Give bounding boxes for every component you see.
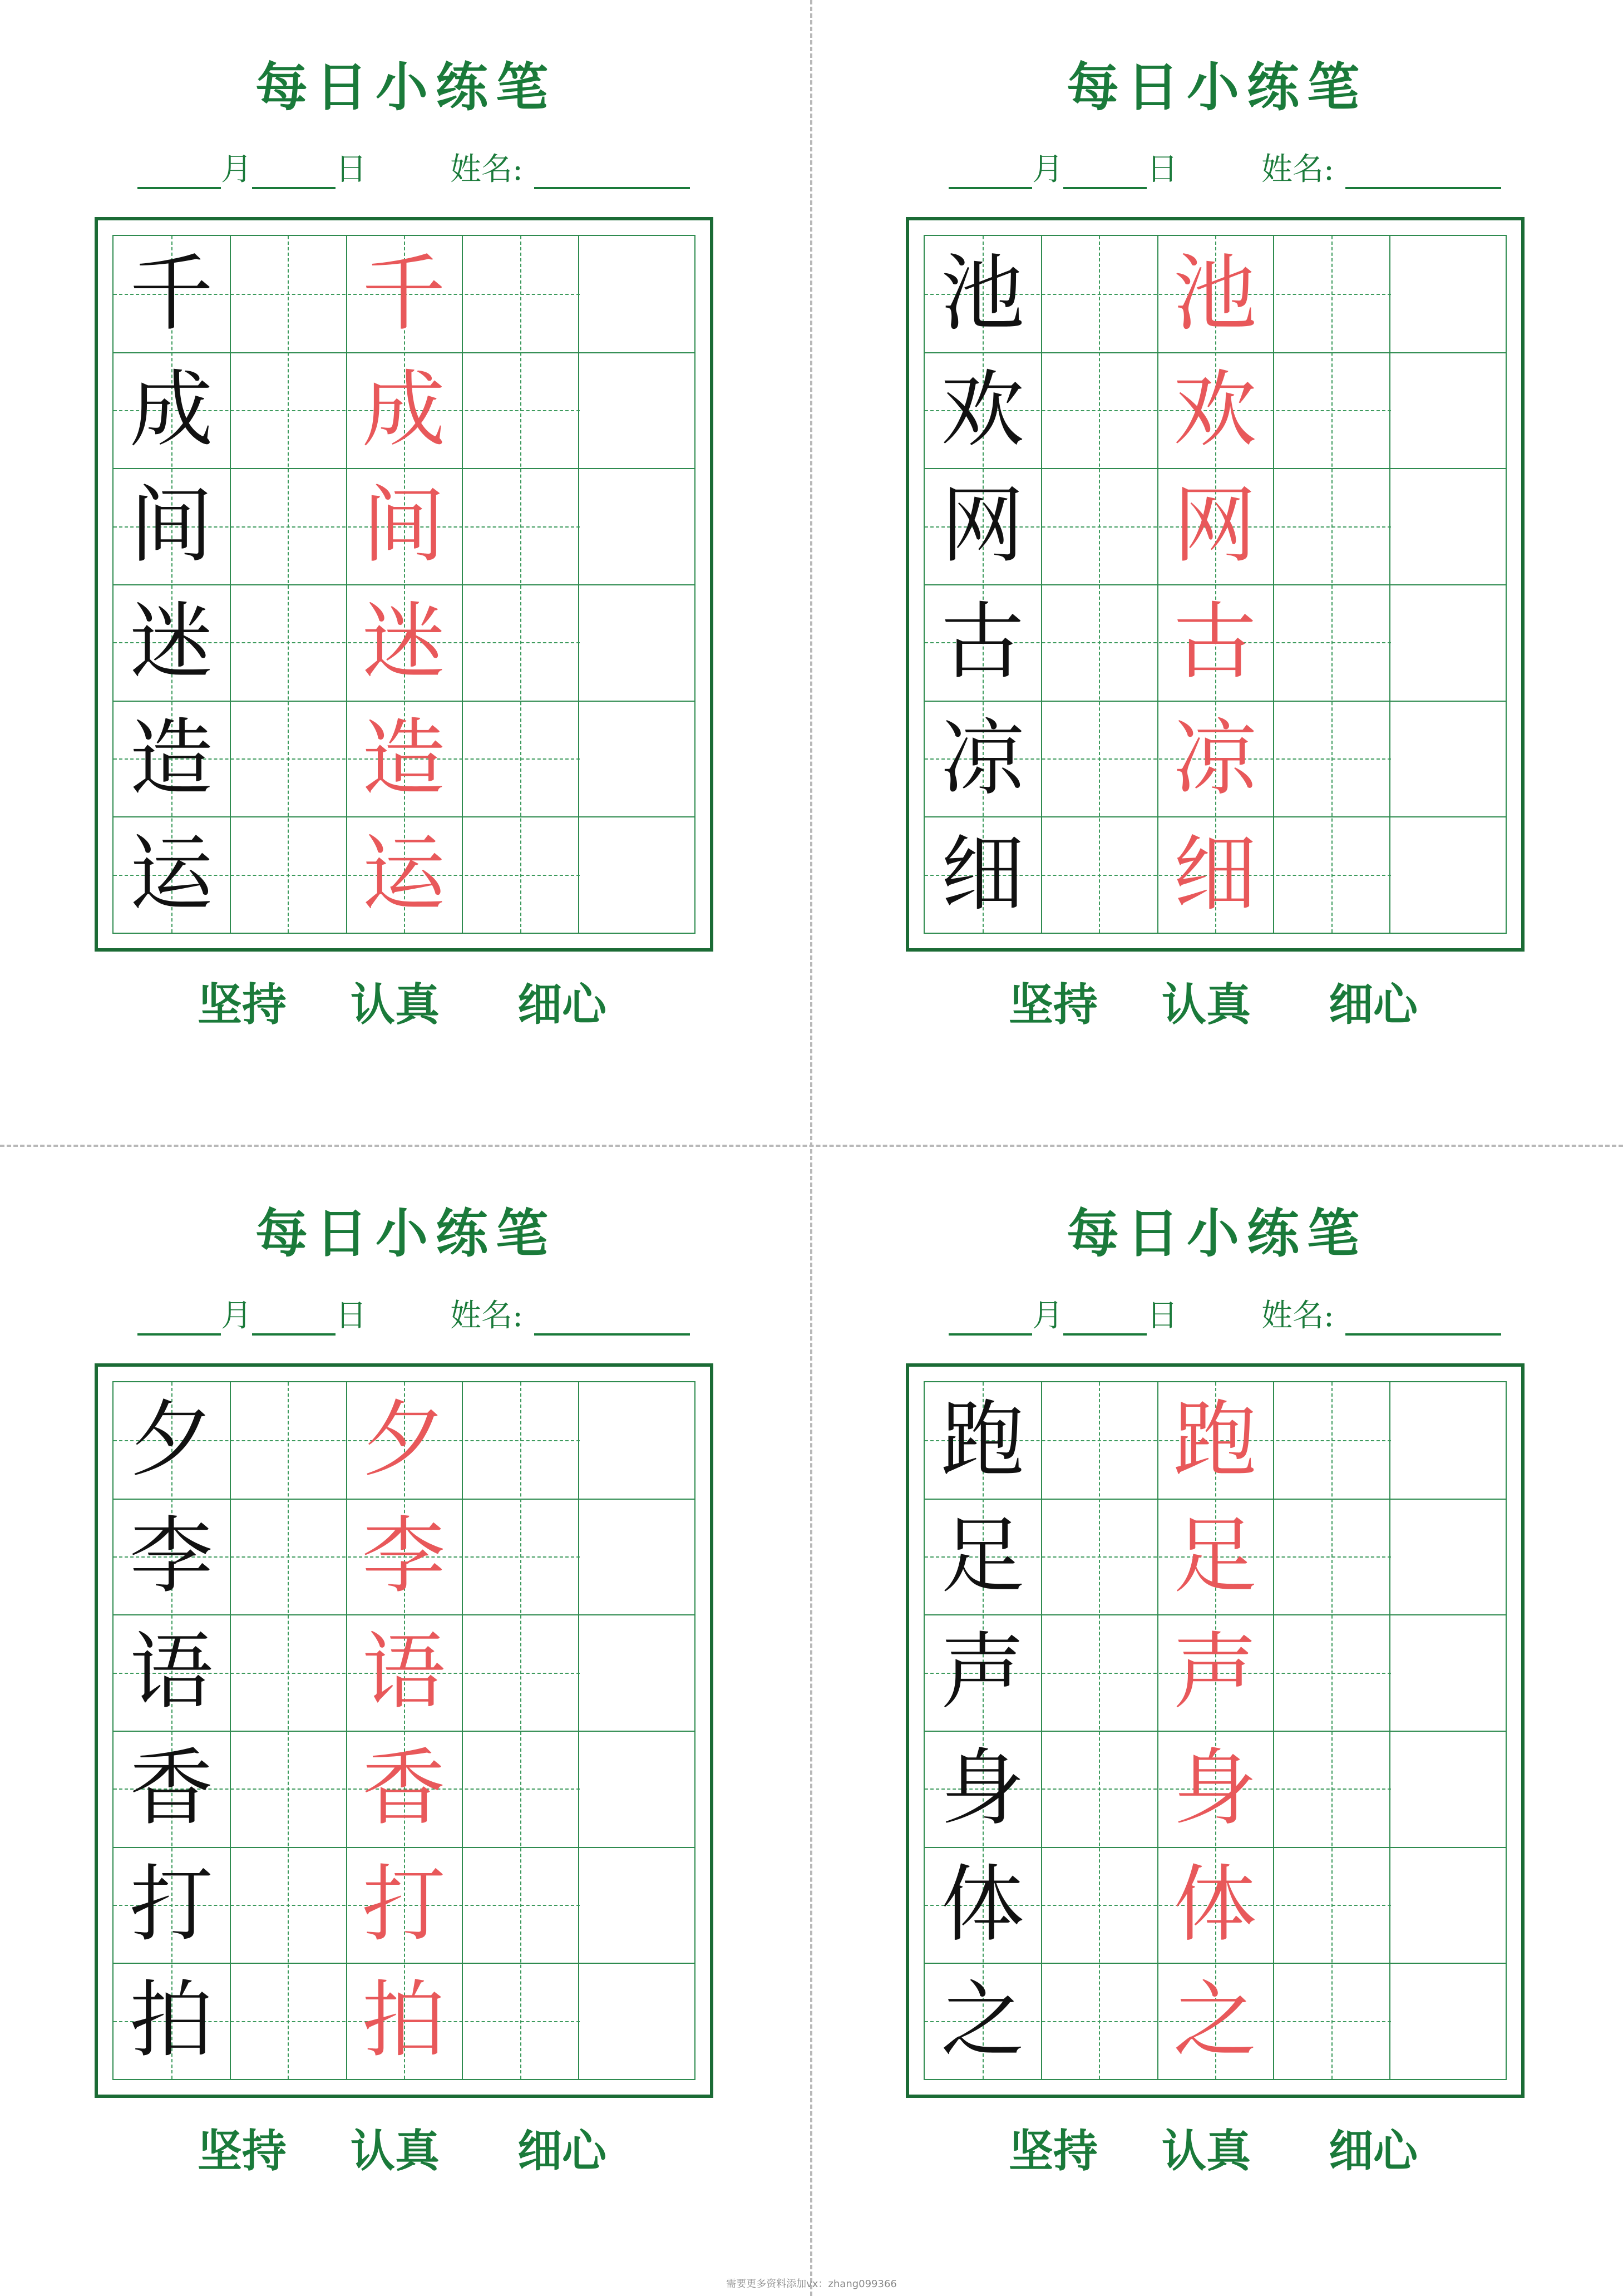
trace-character: 拍 bbox=[362, 1972, 446, 2070]
model-character: 足 bbox=[940, 1507, 1024, 1605]
trace-character: 足 bbox=[1173, 1507, 1257, 1605]
date-name-line bbox=[949, 150, 1527, 189]
grid-guide-vertical bbox=[1331, 1382, 1333, 2079]
month-blank[interactable] bbox=[137, 1302, 221, 1336]
grid-guide-vertical bbox=[1099, 236, 1100, 933]
day-label: 日 bbox=[1147, 151, 1178, 188]
motto-word: 坚持 bbox=[198, 2125, 287, 2177]
motto-word: 认真 bbox=[1162, 2125, 1251, 2177]
day-blank[interactable] bbox=[1063, 156, 1147, 189]
trace-character: 成 bbox=[362, 361, 446, 459]
motto-word: 认真 bbox=[1162, 978, 1251, 1031]
grid-guide-vertical bbox=[520, 1382, 521, 2079]
model-character: 体 bbox=[940, 1856, 1024, 1953]
writing-grid bbox=[924, 1381, 1507, 2080]
grid-column-line bbox=[578, 236, 579, 933]
motto-word: 细心 bbox=[1329, 978, 1418, 1031]
model-character: 千 bbox=[129, 245, 213, 342]
model-character: 成 bbox=[129, 361, 213, 459]
model-character: 古 bbox=[940, 594, 1024, 691]
name-label: 姓名: bbox=[450, 1298, 523, 1334]
model-character: 跑 bbox=[940, 1392, 1024, 1489]
model-character: 声 bbox=[940, 1624, 1024, 1721]
grid-guide-vertical bbox=[288, 236, 289, 933]
grid-column-line bbox=[578, 1382, 579, 2079]
trace-character: 造 bbox=[362, 710, 446, 807]
grid-column-line bbox=[462, 236, 463, 933]
name-blank[interactable] bbox=[534, 1302, 690, 1336]
day-label: 日 bbox=[1147, 1298, 1178, 1334]
model-character: 凉 bbox=[940, 710, 1024, 807]
motto-word: 认真 bbox=[351, 2125, 440, 2177]
name-label: 姓名: bbox=[1261, 1298, 1334, 1334]
month-blank[interactable] bbox=[137, 156, 221, 189]
date-name-line bbox=[949, 1297, 1527, 1336]
grid-guide-vertical bbox=[1331, 236, 1333, 933]
writing-grid-frame bbox=[95, 1363, 713, 2098]
grid-guide-vertical bbox=[520, 236, 521, 933]
month-label: 月 bbox=[1032, 1298, 1063, 1334]
motto-word: 认真 bbox=[351, 978, 440, 1031]
date-name-line bbox=[137, 150, 716, 189]
month-label: 月 bbox=[221, 1298, 252, 1334]
name-blank[interactable] bbox=[534, 156, 690, 189]
worksheet-card bbox=[0, 1146, 811, 2293]
day-blank[interactable] bbox=[252, 1302, 336, 1336]
grid-column-line bbox=[1273, 1382, 1274, 2079]
grid-column-line bbox=[230, 1382, 231, 2079]
trace-character: 打 bbox=[362, 1856, 446, 1953]
motto-word: 细心 bbox=[517, 978, 606, 1031]
grid-column-line bbox=[1273, 236, 1274, 933]
model-character: 打 bbox=[129, 1856, 213, 1953]
trace-character: 李 bbox=[362, 1507, 446, 1605]
name-label: 姓名: bbox=[1261, 151, 1334, 188]
model-character: 语 bbox=[129, 1624, 213, 1721]
trace-character: 体 bbox=[1173, 1856, 1257, 1953]
worksheet-card bbox=[811, 0, 1622, 1146]
grid-column-line bbox=[1389, 236, 1390, 933]
motto-word: 坚持 bbox=[1009, 978, 1098, 1031]
card-title: 每日小练笔 bbox=[1066, 1203, 1367, 1264]
name-blank[interactable] bbox=[1345, 156, 1501, 189]
motto-word: 细心 bbox=[517, 2125, 606, 2177]
model-character: 网 bbox=[940, 477, 1024, 575]
day-label: 日 bbox=[336, 1298, 367, 1334]
day-blank[interactable] bbox=[252, 156, 336, 189]
writing-grid bbox=[112, 1381, 695, 2080]
model-character: 迷 bbox=[129, 594, 213, 691]
grid-column-line bbox=[462, 1382, 463, 2079]
card-title: 每日小练笔 bbox=[1066, 57, 1367, 118]
model-character: 身 bbox=[940, 1740, 1024, 1837]
trace-character: 细 bbox=[1173, 826, 1257, 923]
month-blank[interactable] bbox=[949, 156, 1032, 189]
trace-character: 香 bbox=[362, 1740, 446, 1837]
trace-character: 池 bbox=[1173, 245, 1257, 342]
name-label: 姓名: bbox=[450, 151, 523, 188]
trace-character: 运 bbox=[362, 826, 446, 923]
model-character: 造 bbox=[129, 710, 213, 807]
motto-word: 细心 bbox=[1329, 2125, 1418, 2177]
grid-column-line bbox=[230, 236, 231, 933]
trace-character: 间 bbox=[362, 477, 446, 575]
trace-character: 凉 bbox=[1173, 710, 1257, 807]
model-character: 细 bbox=[940, 826, 1024, 923]
writing-grid-frame bbox=[906, 217, 1525, 952]
trace-character: 欢 bbox=[1173, 361, 1257, 459]
motto-word: 坚持 bbox=[1009, 2125, 1098, 2177]
trace-character: 网 bbox=[1173, 477, 1257, 575]
model-character: 池 bbox=[940, 245, 1024, 342]
trace-character: 语 bbox=[362, 1624, 446, 1721]
writing-grid-frame bbox=[95, 217, 713, 952]
month-label: 月 bbox=[221, 151, 252, 188]
trace-character: 跑 bbox=[1173, 1392, 1257, 1489]
footer-note: 需要更多资料添加vx：zhang099366 bbox=[726, 2278, 897, 2290]
model-character: 间 bbox=[129, 477, 213, 575]
trace-character: 迷 bbox=[362, 594, 446, 691]
month-blank[interactable] bbox=[949, 1302, 1032, 1336]
month-label: 月 bbox=[1032, 151, 1063, 188]
grid-column-line bbox=[1041, 236, 1042, 933]
model-character: 香 bbox=[129, 1740, 213, 1837]
worksheet-card bbox=[0, 0, 811, 1146]
card-title: 每日小练笔 bbox=[255, 57, 556, 118]
day-label: 日 bbox=[336, 151, 367, 188]
grid-guide-vertical bbox=[1099, 1382, 1100, 2079]
writing-grid bbox=[924, 235, 1507, 934]
trace-character: 古 bbox=[1173, 594, 1257, 691]
model-character: 欢 bbox=[940, 361, 1024, 459]
model-character: 之 bbox=[940, 1972, 1024, 2070]
trace-character: 之 bbox=[1173, 1972, 1257, 2070]
trace-character: 夕 bbox=[362, 1392, 446, 1489]
model-character: 李 bbox=[129, 1507, 213, 1605]
model-character: 运 bbox=[129, 826, 213, 923]
trace-character: 千 bbox=[362, 245, 446, 342]
day-blank[interactable] bbox=[1063, 1302, 1147, 1336]
trace-character: 身 bbox=[1173, 1740, 1257, 1837]
grid-guide-vertical bbox=[288, 1382, 289, 2079]
trace-character: 声 bbox=[1173, 1624, 1257, 1721]
model-character: 夕 bbox=[129, 1392, 213, 1489]
worksheet-card bbox=[811, 1146, 1622, 2293]
writing-grid-frame bbox=[906, 1363, 1525, 2098]
card-title: 每日小练笔 bbox=[255, 1203, 556, 1264]
name-blank[interactable] bbox=[1345, 1302, 1501, 1336]
motto-word: 坚持 bbox=[198, 978, 287, 1031]
model-character: 拍 bbox=[129, 1972, 213, 2070]
date-name-line bbox=[137, 1297, 716, 1336]
writing-grid bbox=[112, 235, 695, 934]
grid-column-line bbox=[1389, 1382, 1390, 2079]
grid-column-line bbox=[1041, 1382, 1042, 2079]
